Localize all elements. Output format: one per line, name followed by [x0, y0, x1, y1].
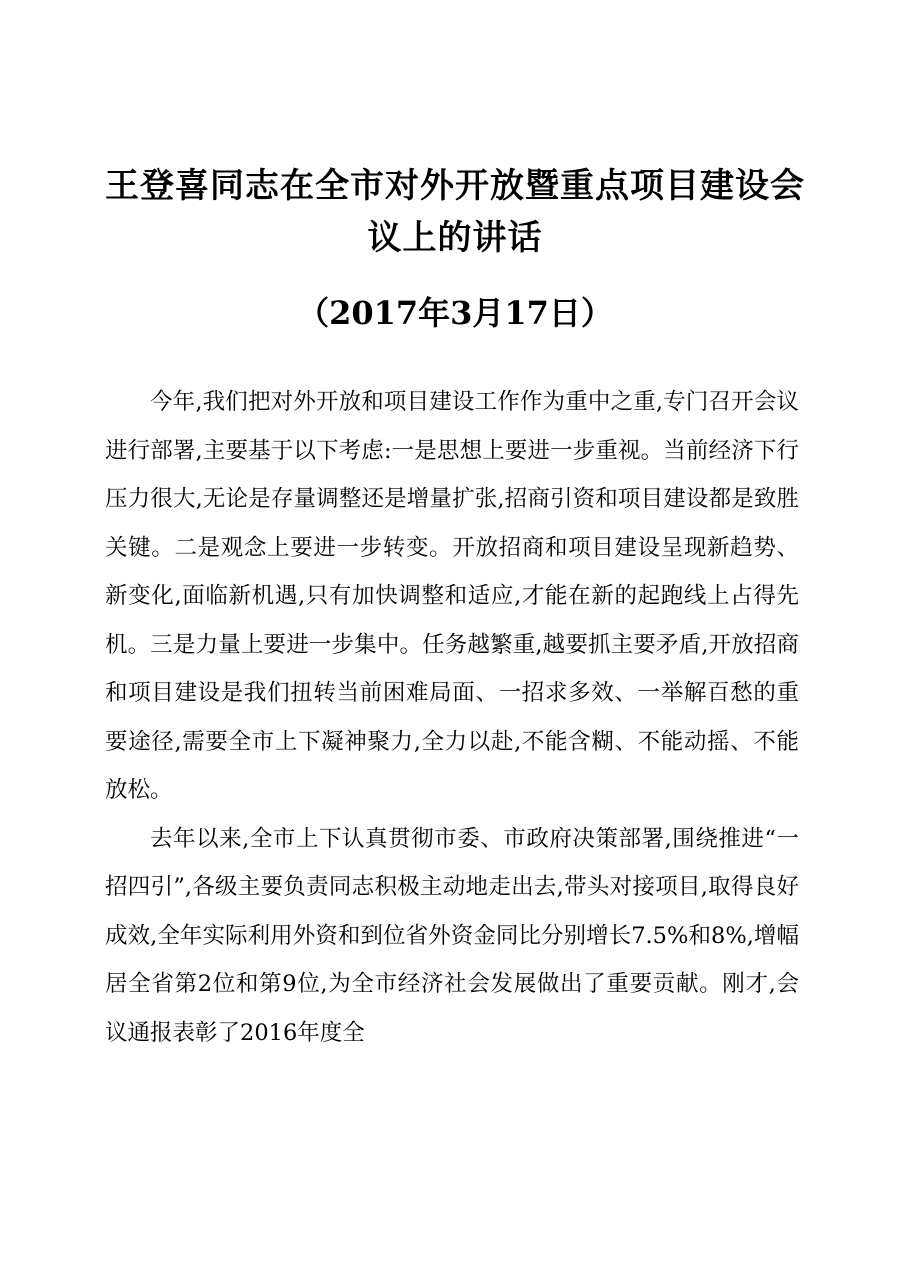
- body-paragraph: 去年以来,全市上下认真贯彻市委、市政府决策部署,围绕推进“一招四引”,各级主要负责同志积极主动地走出去,带头对接项目,取得良好成效,全年实际利用外资和到位省外资金同比分别增长7.5%和8%,增幅居全省第2位和第9位,为全市经济社会发展做出了重要贡献。刚才,会议通报表彰了2016年度全: [105, 825, 799, 1046]
- document-title: 王登喜同志在全市对外开放暨重点项目建设会议上的讲话: [105, 166, 805, 258]
- body-paragraph: 今年,我们把对外开放和项目建设工作作为重中之重,专门召开会议进行部署,主要基于以下考虑:一是思想上要进一步重视。当前经济下行压力很大,无论是存量调整还是增量扩张,招商引资和项目建设都是致胜关键。二是观念上要进一步转变。开放招商和项目建设呈现新趋势、新变化,面临新机遇,只有加快调整和适应,才能在新的起跑线上占得先机。三是力量上要进一步集中。任务越繁重,越要抓主要矛盾,开放招商和项目建设是我们扭转当前困难局面、一招求多效、一举解百愁的重要途径,需要全市上下凝神聚力,全力以赴,不能含糊、不能动摇、不能放松。: [105, 389, 799, 803]
- document-date: （2017年3月17日）: [297, 294, 613, 332]
- document-body: [105, 378, 799, 1057]
